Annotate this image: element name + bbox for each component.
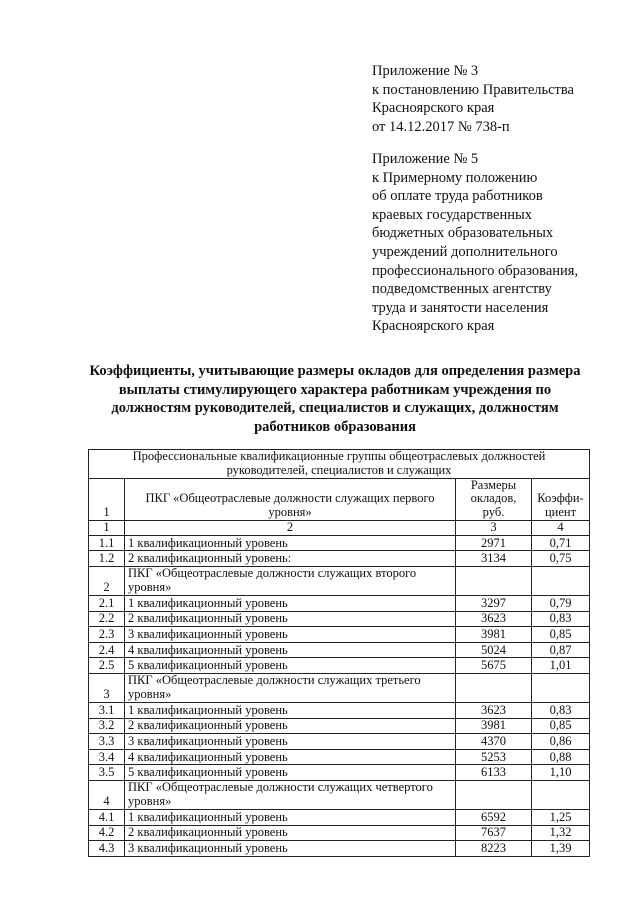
table-row (89, 718, 590, 734)
row-label: ПКГ «Общеотраслевые должности служащих второго уровня» (125, 566, 456, 595)
row-label: 2 квалификационный уровень: (125, 551, 456, 567)
row-coefficient: 0,85 (532, 718, 590, 734)
row-salary: 3623 (456, 611, 532, 627)
appendix-5-line: краевых государственных (372, 206, 532, 223)
table-row (89, 611, 590, 627)
row-salary: 4370 (456, 734, 532, 750)
title-line: работников образования (254, 418, 416, 435)
row-label: 5 квалификационный уровень (125, 658, 456, 674)
appendix-3-line: Приложение № 3 (372, 63, 479, 79)
appendix-3-line: к постановлению Правительства (372, 81, 574, 98)
table-row (89, 642, 590, 658)
row-number: 1.2 (89, 551, 125, 567)
row-coefficient: 0,86 (532, 734, 590, 750)
row-label: 4 квалификационный уровень (125, 749, 456, 765)
table-row (89, 702, 590, 718)
row-coefficient: 0,85 (532, 627, 590, 643)
row-number: 3.1 (89, 702, 125, 718)
row-coefficient: 0,83 (532, 702, 590, 718)
row-number: 2 (89, 566, 125, 595)
document-title (40, 362, 630, 436)
appendix-3-block (372, 62, 634, 136)
row-coefficient: 1,32 (532, 825, 590, 841)
row-salary: 3134 (456, 551, 532, 567)
row-salary (456, 673, 532, 702)
table-row (89, 734, 590, 750)
appendix-5-line: учреждений дополнительного (372, 243, 558, 260)
table-row (89, 535, 590, 551)
header-col-3: Размеры окладов, руб. (456, 478, 532, 520)
index-cell: 3 (456, 520, 532, 535)
row-coefficient (532, 566, 590, 595)
appendix-5-line: Приложение № 5 (372, 151, 479, 167)
coefficients-table (88, 449, 590, 857)
row-coefficient: 0,75 (532, 551, 590, 567)
row-coefficient: 0,71 (532, 535, 590, 551)
appendix-5-line: к Примерному положению (372, 169, 538, 186)
row-label: 1 квалификационный уровень (125, 595, 456, 611)
row-salary (456, 780, 532, 809)
row-salary: 7637 (456, 825, 532, 841)
row-label: 5 квалификационный уровень (125, 765, 456, 781)
index-cell: 2 (125, 520, 456, 535)
row-salary: 5024 (456, 642, 532, 658)
row-coefficient: 1,25 (532, 809, 590, 825)
row-number: 3.5 (89, 765, 125, 781)
row-number: 2.2 (89, 611, 125, 627)
row-label: 2 квалификационный уровень (125, 825, 456, 841)
row-label: ПКГ «Общеотраслевые должности служащих четвертого уровня» (125, 780, 456, 809)
table-row (89, 551, 590, 567)
group-row (89, 673, 590, 702)
appendix-3-line: Красноярского края (372, 100, 495, 117)
row-coefficient: 1,01 (532, 658, 590, 674)
row-label: 2 квалификационный уровень (125, 611, 456, 627)
row-salary: 6133 (456, 765, 532, 781)
row-label: 1 квалификационный уровень (125, 809, 456, 825)
appendix-5-line: подведомственных агентству (372, 281, 552, 298)
row-coefficient: 0,79 (532, 595, 590, 611)
row-number: 3.4 (89, 749, 125, 765)
row-label: 3 квалификационный уровень (125, 734, 456, 750)
row-coefficient: 0,88 (532, 749, 590, 765)
header-col-4: Коэффи- циент (532, 478, 590, 520)
table-row (89, 809, 590, 825)
row-label: 3 квалификационный уровень (125, 841, 456, 857)
table-row (89, 595, 590, 611)
row-salary: 8223 (456, 841, 532, 857)
table-row (89, 841, 590, 857)
row-salary: 5253 (456, 749, 532, 765)
row-label: 1 квалификационный уровень (125, 535, 456, 551)
row-number: 4.2 (89, 825, 125, 841)
appendix-5-line: труда и занятости населения (372, 299, 549, 316)
group-row (89, 566, 590, 595)
row-number: 2.1 (89, 595, 125, 611)
group-row (89, 780, 590, 809)
row-number: 2.3 (89, 627, 125, 643)
header-col-1: 1 (89, 478, 125, 520)
appendix-5-line: Красноярского края (372, 318, 495, 335)
table-row (89, 658, 590, 674)
row-number: 3.3 (89, 734, 125, 750)
title-line: должностям руководителей, специалистов и служащих, должностям (111, 400, 559, 416)
row-coefficient (532, 780, 590, 809)
title-line: выплаты стимулирующего характера работникам учреждения по (118, 381, 552, 398)
row-label: ПКГ «Общеотраслевые должности служащих третьего уровня» (125, 673, 456, 702)
row-salary: 3981 (456, 718, 532, 734)
row-coefficient: 1,10 (532, 765, 590, 781)
appendix-5-line: профессионального образования, (372, 262, 579, 279)
row-salary: 3981 (456, 627, 532, 643)
row-salary: 3297 (456, 595, 532, 611)
row-salary: 6592 (456, 809, 532, 825)
appendix-5-line: бюджетных образовательных (372, 225, 554, 242)
row-salary: 5675 (456, 658, 532, 674)
row-number: 3 (89, 673, 125, 702)
header-col-2: ПКГ «Общеотраслевые должности служащих первого уровня» (125, 478, 456, 520)
row-salary: 2971 (456, 535, 532, 551)
row-label: 4 квалификационный уровень (125, 642, 456, 658)
row-label: 3 квалификационный уровень (125, 627, 456, 643)
title-line: Коэффициенты, учитывающие размеры окладов для определения размера (89, 363, 581, 379)
table-row (89, 627, 590, 643)
row-number: 2.4 (89, 642, 125, 658)
row-label: 1 квалификационный уровень (125, 702, 456, 718)
table-row (89, 825, 590, 841)
row-coefficient (532, 673, 590, 702)
appendix-3-line: от 14.12.2017 № 738-п (372, 118, 510, 135)
row-salary: 3623 (456, 702, 532, 718)
appendix-5-line: об оплате труда работников (372, 188, 543, 205)
index-cell: 4 (532, 520, 590, 535)
table-row (89, 765, 590, 781)
row-number: 2.5 (89, 658, 125, 674)
row-coefficient: 0,87 (532, 642, 590, 658)
row-label: 2 квалификационный уровень (125, 718, 456, 734)
row-number: 4.1 (89, 809, 125, 825)
index-cell: 1 (89, 520, 125, 535)
row-coefficient: 0,83 (532, 611, 590, 627)
row-number: 1.1 (89, 535, 125, 551)
row-salary (456, 566, 532, 595)
section-heading: Профессиональные квалификационные группы общеотраслевых должностей руководителей, специалистов и служащих (89, 450, 590, 479)
row-number: 3.2 (89, 718, 125, 734)
row-coefficient: 1,39 (532, 841, 590, 857)
table-row (89, 749, 590, 765)
appendix-5-block (372, 150, 634, 336)
row-number: 4.3 (89, 841, 125, 857)
row-number: 4 (89, 780, 125, 809)
